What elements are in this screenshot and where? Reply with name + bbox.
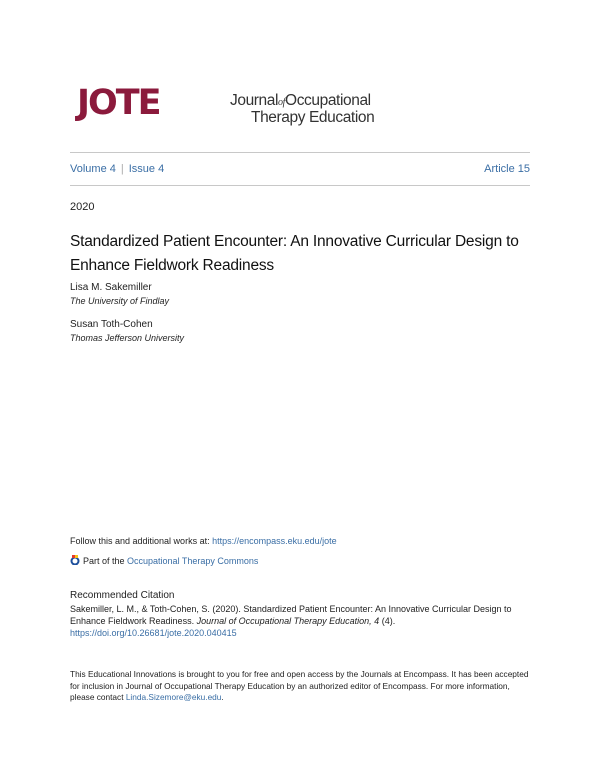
author-affiliation: The University of Findlay (70, 296, 170, 306)
citation-body: Sakemiller, L. M., & Toth-Cohen, S. (2020). Standardized Patient Encounter: An Innovative Curricular Design to Enhance Fieldwork Readiness. (70, 604, 512, 626)
citation-journal: Journal of Occupational Therapy Education, 4 (196, 616, 380, 626)
journal-name (230, 93, 374, 125)
article-title: Standardized Patient Encounter: An Innovative Curricular Design to Enhance Fieldwork Readiness (70, 233, 519, 274)
discipline-link[interactable]: Occupational Therapy Commons (127, 556, 259, 566)
journal-name-journal: Journal (230, 92, 279, 109)
article-link[interactable]: Article 15 (484, 163, 530, 175)
part-of-line (70, 555, 258, 566)
citation-issue: (4). (379, 616, 396, 626)
part-of-text: Part of the (83, 556, 128, 566)
journal-name-occupational: Occupational (285, 92, 371, 109)
divider-bottom (70, 185, 530, 186)
journal-name-line2: Therapy Education (251, 109, 375, 126)
follow-text: Follow this and additional works at: (70, 536, 213, 546)
citation-text (70, 603, 532, 639)
issue-link[interactable]: Issue 4 (128, 163, 165, 175)
separator: | (120, 163, 124, 175)
author-affiliation: Thomas Jefferson University (70, 333, 185, 343)
notice-end: . (221, 692, 224, 702)
repository-link[interactable]: https://encompass.eku.edu/jote (212, 536, 337, 546)
follow-line (70, 536, 337, 546)
contact-email-link[interactable]: Linda.Sizemore@eku.edu (125, 692, 222, 702)
commons-network-icon (70, 555, 80, 565)
volume-link[interactable]: Volume 4 (70, 163, 116, 175)
citation-heading: Recommended Citation (70, 590, 175, 601)
doi-link[interactable]: https://doi.org/10.26681/jote.2020.040415 (70, 628, 237, 638)
journal-name-of: of (278, 97, 286, 108)
notice-text: This Educational Innovations is brought to you for free and open access by the Journals at Encompass. It has been accepted for inclusion in Journal of Occupational Therapy Education by an authorized editor of Encompass. For more information, please contact (70, 669, 529, 702)
issue-bar (70, 163, 530, 175)
access-notice (70, 669, 532, 704)
jote-logo: JOTE (77, 83, 160, 123)
author-name: Susan Toth-Cohen (70, 319, 153, 330)
divider-top (70, 152, 530, 153)
author-name: Lisa M. Sakemiller (70, 282, 152, 293)
publication-year: 2020 (70, 201, 95, 213)
